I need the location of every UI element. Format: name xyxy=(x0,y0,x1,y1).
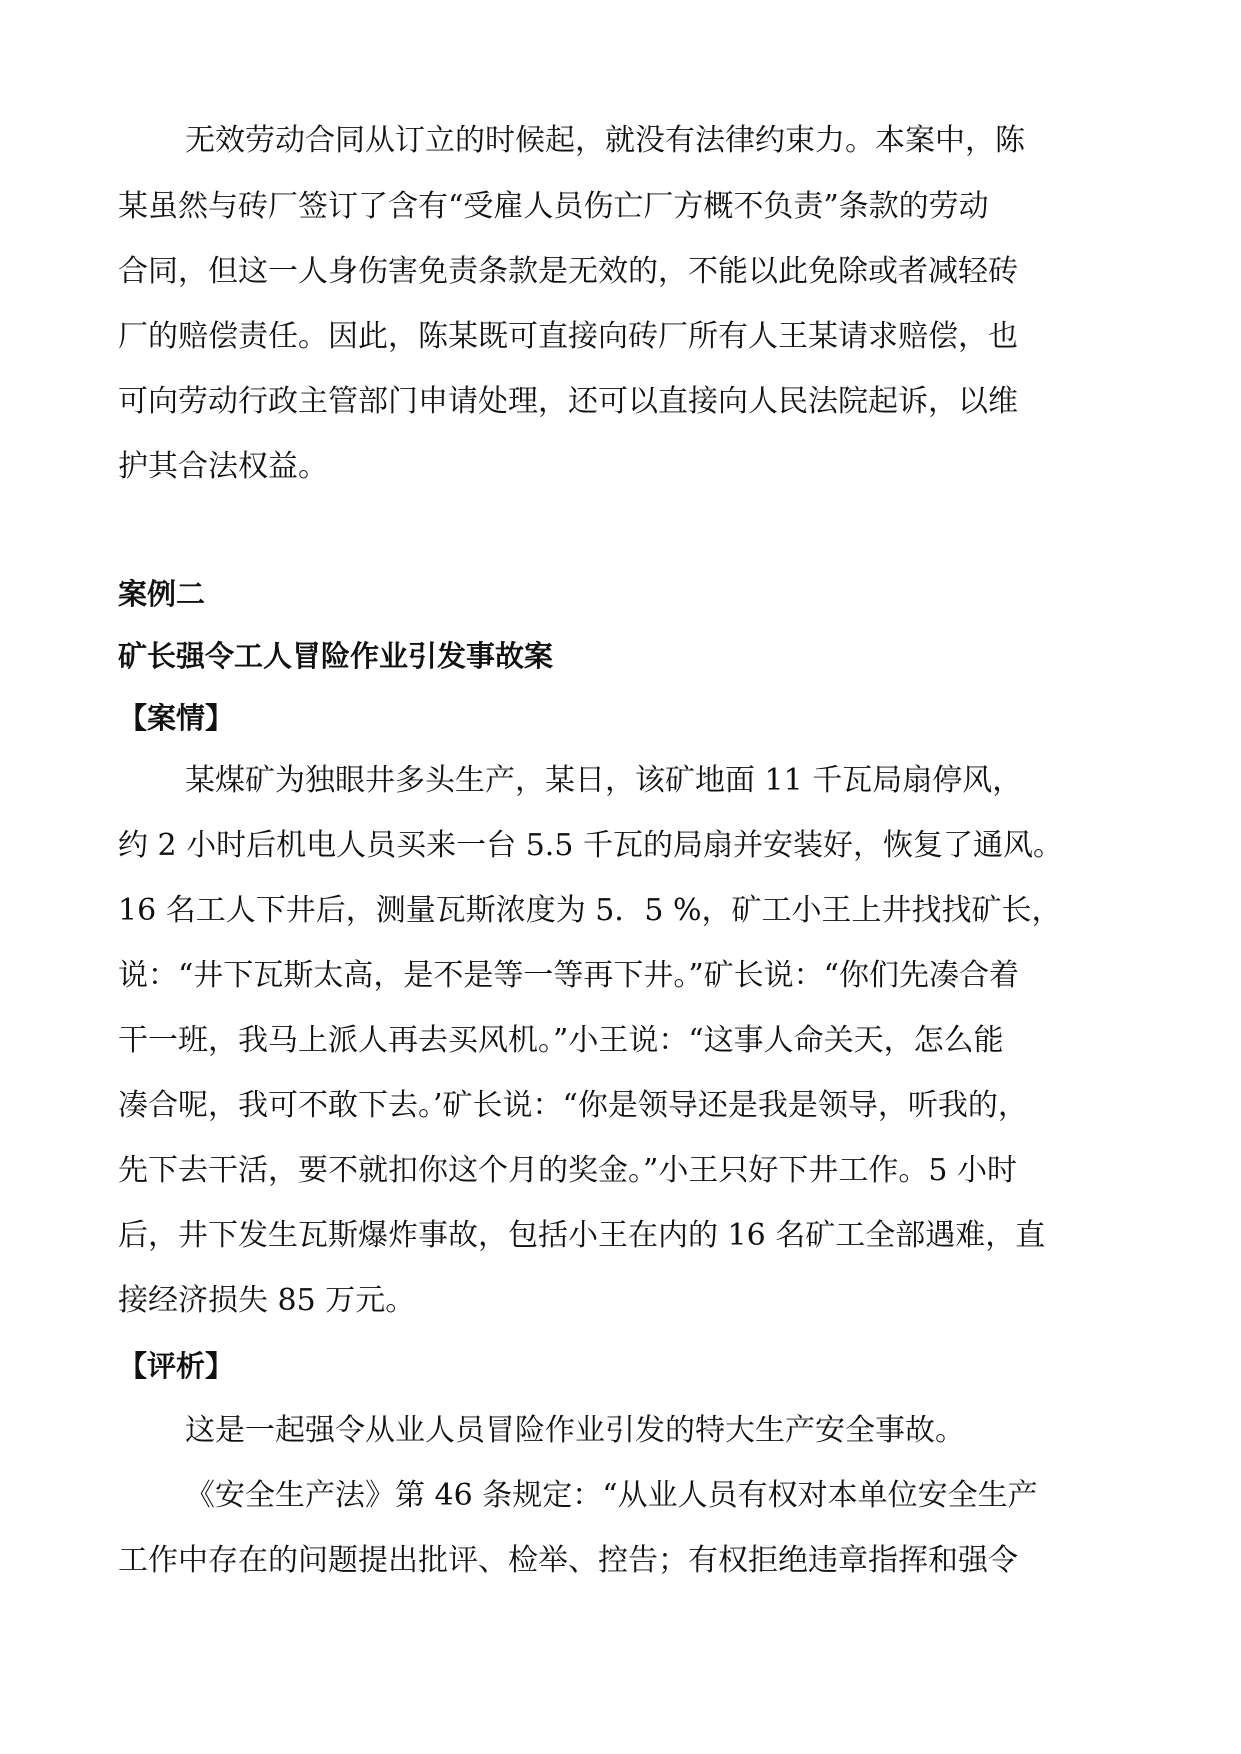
section-analysis-heading: 【评析】 xyxy=(118,1349,235,1383)
text-line: 护其合法权益。 xyxy=(118,449,328,484)
text-line: 这是一起强令从业人员冒险作业引发的特大生产安全事故。 xyxy=(185,1413,965,1448)
text-line: 说：“井下瓦斯太高，是不是等一等再下井。”矿长说：“你们先凑合着 xyxy=(118,958,1020,993)
case-title: 矿长强令工人冒险作业引发事故案 xyxy=(118,639,554,673)
text-line: 厂的赔偿责任。因此，陈某既可直接向砖厂所有人王某请求赔偿，也 xyxy=(118,319,1018,354)
text-line: 工作中存在的问题提出批评、检举、控告；有权拒绝违章指挥和强令 xyxy=(118,1543,1018,1578)
text-line: 接经济损失 85 万元。 xyxy=(118,1283,416,1318)
text-line: 某虽然与砖厂签订了含有“受雇人员伤亡厂方概不负责”条款的劳动 xyxy=(118,189,989,224)
text-line: 《安全生产法》第 46 条规定：“从业人员有权对本单位安全生产 xyxy=(185,1478,1038,1513)
text-line: 某煤矿为独眼井多头生产，某日，该矿地面 11 千瓦局扇停风， xyxy=(185,763,1023,798)
text-line: 凑合呢，我可不敢下去。’矿长说：“你是领导还是我是领导，听我的， xyxy=(118,1088,1028,1123)
case-label: 案例二 xyxy=(118,577,206,611)
text-line: 可向劳动行政主管部门申请处理，还可以直接向人民法院起诉，以维 xyxy=(118,384,1018,419)
text-line: 先下去干活，要不就扣你这个月的奖金。”小王只好下井工作。5 小时 xyxy=(118,1153,1017,1188)
text-line: 无效劳动合同从订立的时候起，就没有法律约束力。本案中，陈 xyxy=(185,123,1025,158)
section-facts-heading: 【案情】 xyxy=(118,701,235,735)
text-line: 合同，但这一人身伤害免责条款是无效的，不能以此免除或者减轻砖 xyxy=(118,254,1018,289)
text-line: 干一班，我马上派人再去买风机。”小王说：“这事人命关天，怎么能 xyxy=(118,1023,1004,1058)
text-line: 16 名工人下井后，测量瓦斯浓度为 5．5 %，矿工小王上井找找矿长， xyxy=(118,893,1062,928)
text-line: 约 2 小时后机电人员买来一台 5.5 千瓦的局扇并安装好，恢复了通风。 xyxy=(118,828,1063,863)
text-line: 后，井下发生瓦斯爆炸事故，包括小王在内的 16 名矿工全部遇难，直 xyxy=(118,1218,1046,1253)
